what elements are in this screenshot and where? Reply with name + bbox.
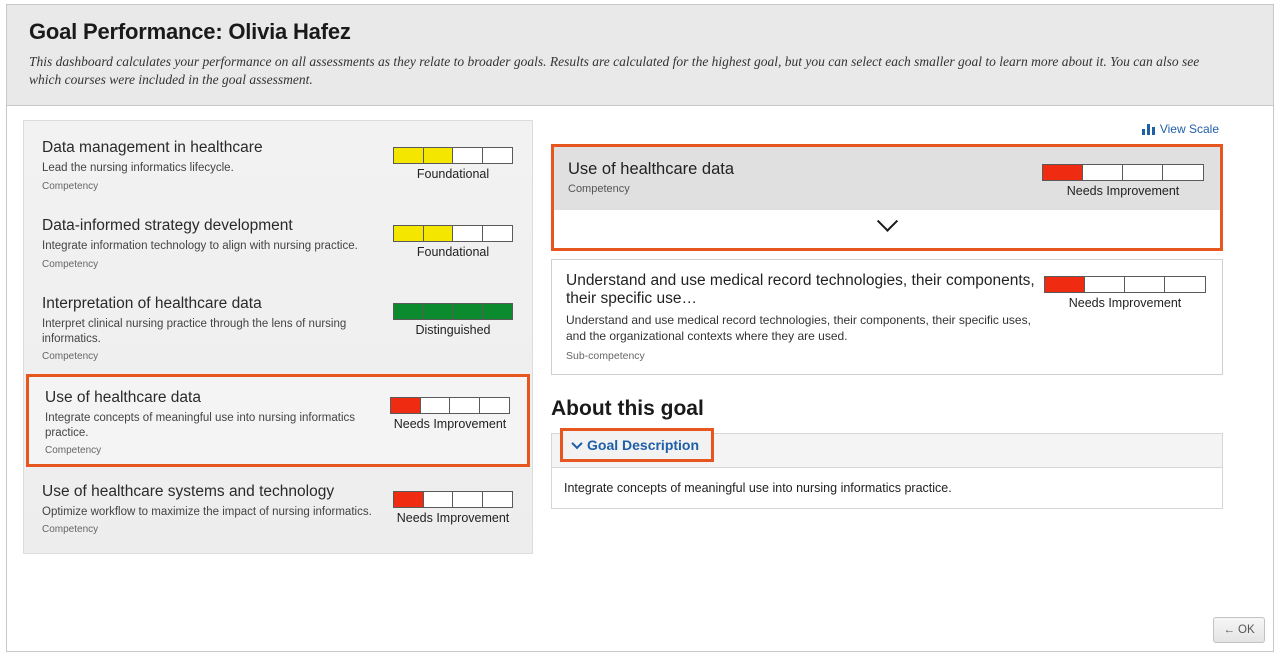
goal-text: [42, 483, 372, 535]
goal-description: Interpret clinical nursing practice through the lens of nursing informatics.: [42, 318, 347, 345]
meter-segment: [424, 226, 454, 241]
goal-text: [42, 139, 263, 191]
chart-bars-icon: [1142, 123, 1155, 135]
selected-goal-meter-block: [1040, 160, 1206, 198]
meter-segment: [1045, 277, 1085, 292]
meter-segment: [394, 148, 424, 163]
goal-title: Data management in healthcare: [42, 139, 263, 157]
chevron-down-icon: [571, 438, 582, 449]
goal-description: Integrate information technology to align with nursing practice.: [42, 240, 358, 253]
rating-label: Foundational: [416, 167, 490, 182]
body: [7, 106, 1273, 554]
meter-segment: [453, 304, 483, 319]
goal-text: [45, 389, 375, 456]
goal-description: Integrate concepts of meaningful use into nursing informatics practice.: [45, 412, 356, 439]
meter-segment: [424, 148, 454, 163]
goal-list-item[interactable]: [24, 125, 532, 203]
meter-segment: [483, 226, 513, 241]
goal-text: [42, 295, 372, 362]
goal-title: Data-informed strategy development: [42, 217, 293, 235]
goal-description-toggle[interactable]: [560, 428, 714, 462]
goal-meter-block: [389, 389, 511, 431]
meter-segment: [483, 304, 513, 319]
selected-goal-panel: [551, 144, 1223, 251]
subcompetency-text: [566, 272, 1036, 361]
selected-goal-title: Use of healthcare data: [568, 160, 735, 179]
goal-title: Use of healthcare data: [45, 389, 201, 407]
goal-description-bar: [551, 433, 1223, 467]
goal-description: Lead the nursing informatics lifecycle.: [42, 162, 234, 175]
meter-segment: [1083, 165, 1123, 180]
meter-segment: [394, 304, 424, 319]
subcompetency-description: Understand and use medical record technologies, their components, their specific uses, and the organizational contexts where they are used.: [566, 313, 1031, 344]
meter-segment: [424, 492, 454, 507]
goal-type: Competency: [42, 524, 99, 536]
meter-segment: [394, 492, 424, 507]
goal-title: Interpretation of healthcare data: [42, 295, 262, 313]
meter-segment: [1123, 165, 1163, 180]
goal-list-item-selected[interactable]: [26, 374, 530, 467]
rating-label: Needs Improvement: [1066, 184, 1180, 199]
goal-description-toggle-label: Goal Description: [587, 436, 700, 453]
rating-meter: [393, 225, 513, 242]
rating-meter: [393, 491, 513, 508]
goal-type: Competency: [42, 258, 99, 270]
meter-segment: [1163, 165, 1203, 180]
goal-type: Competency: [42, 351, 99, 363]
meter-segment: [453, 226, 483, 241]
meter-segment: [391, 398, 421, 413]
view-scale-row: [551, 120, 1223, 138]
rating-meter: [393, 303, 513, 320]
rating-meter: [393, 147, 513, 164]
rating-meter: [1044, 276, 1206, 293]
goal-list-column: [23, 120, 533, 554]
meter-segment: [421, 398, 451, 413]
expand-collapse-row[interactable]: [554, 210, 1220, 248]
selected-goal-type: Competency: [568, 183, 630, 196]
rating-label: Needs Improvement: [1068, 296, 1182, 311]
page-header: [7, 5, 1273, 106]
meter-segment: [424, 304, 454, 319]
meter-segment: [483, 148, 513, 163]
meter-segment: [1085, 277, 1125, 292]
meter-segment: [394, 226, 424, 241]
goal-meter-block: [392, 483, 514, 525]
goal-meter-block: [392, 139, 514, 181]
goal-detail-column: [551, 120, 1223, 508]
selected-goal-header: [554, 147, 1220, 210]
meter-segment: [480, 398, 510, 413]
goal-type: Competency: [45, 444, 102, 456]
meter-segment: [1043, 165, 1083, 180]
goal-meter-block: [392, 217, 514, 259]
goal-type: Competency: [42, 180, 99, 192]
rating-label: Needs Improvement: [396, 510, 510, 525]
chevron-down-icon[interactable]: [876, 211, 897, 232]
meter-segment: [453, 492, 483, 507]
about-this-goal-heading: About this goal: [551, 396, 704, 420]
subcompetency-meter-block: [1042, 272, 1208, 310]
ok-button[interactable]: ← OK: [1213, 617, 1265, 643]
meter-segment: [453, 148, 483, 163]
rating-label: Distinguished: [415, 323, 491, 338]
app-frame: [6, 4, 1274, 652]
meter-segment: [483, 492, 513, 507]
rating-label: Needs Improvement: [393, 417, 507, 432]
meter-segment: [450, 398, 480, 413]
selected-goal-text: [568, 160, 734, 195]
rating-meter: [1042, 164, 1204, 181]
page-title: Goal Performance: Olivia Hafez: [29, 19, 351, 44]
goal-description: Optimize workflow to maximize the impact of nursing informatics.: [42, 505, 372, 518]
rating-meter: [390, 397, 510, 414]
subcompetency-title: Understand and use medical record technologies, their components, their specific use…: [566, 272, 1035, 308]
rating-label: Foundational: [416, 245, 490, 260]
view-scale-link[interactable]: View Scale: [1159, 122, 1219, 137]
goal-text: [42, 217, 358, 269]
goal-list-item[interactable]: [24, 281, 532, 372]
goal-list: [23, 120, 533, 554]
subcompetency-card[interactable]: [551, 259, 1223, 374]
meter-segment: [1125, 277, 1165, 292]
meter-segment: [1165, 277, 1205, 292]
goal-meter-block: [392, 295, 514, 337]
goal-description-body: Integrate concepts of meaningful use into nursing informatics practice.: [551, 467, 1223, 509]
goal-list-item[interactable]: [24, 203, 532, 281]
page-description: This dashboard calculates your performance on all assessments as they relate to broader goals. Results are calculated for the highest goal, but you can select each smaller goal to learn more about it. You can also see which courses were included in the goal assessment.: [29, 54, 1200, 88]
goal-title: Use of healthcare systems and technology: [42, 482, 335, 500]
goal-list-item[interactable]: [24, 469, 532, 547]
subcompetency-type: Sub-competency: [566, 349, 645, 362]
